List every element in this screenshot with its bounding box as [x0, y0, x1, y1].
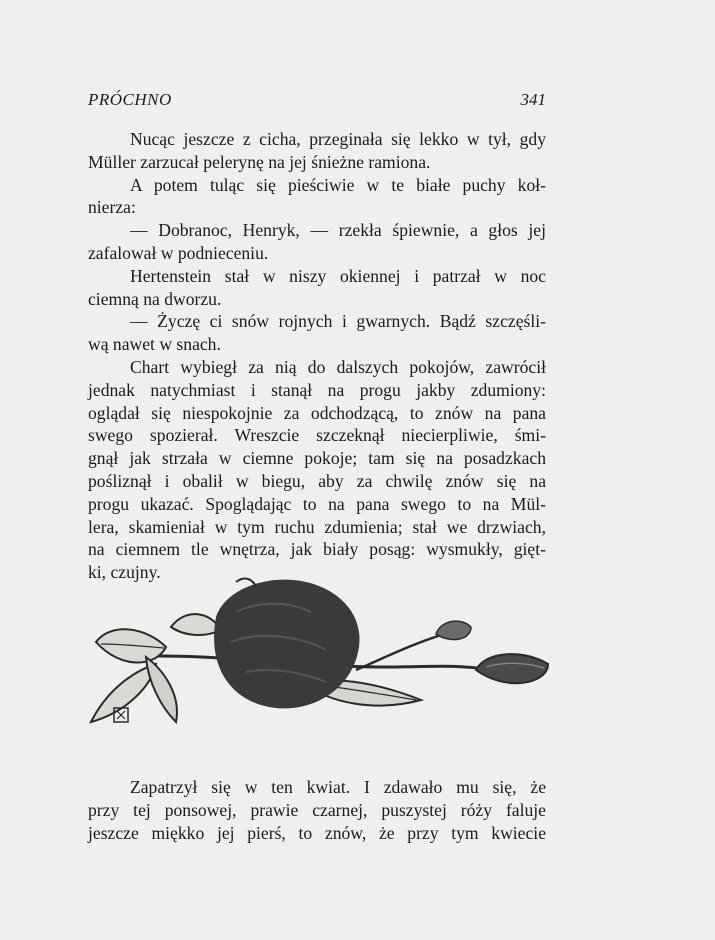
text-line: gnął jak strzała w ciemne pokoje; tam się na posadzkach [88, 448, 546, 469]
text-line: swego spozierał. Wreszcie szczeknął niecierpliwie, śmi- [88, 425, 546, 446]
rose-illustration [86, 572, 556, 740]
text-line: Müller zarzucał pelerynę na jej śnieżne ramiona. [88, 151, 431, 172]
text-line: pośliznął i obalił w biegu, aby za chwilę znów się na [88, 470, 546, 491]
text-line: jednak natychmiast i stanął na progu jakby zdumiony: [88, 379, 546, 400]
text-line: ciemną na dworzu. [88, 288, 222, 309]
text-line: jeszcze miękko jej pierś, to znów, że przy tym kwiecie [88, 822, 546, 843]
body-text [88, 128, 546, 584]
text-line: Chart wybiegł za nią do dalszych pokojów, zawrócił [130, 356, 546, 377]
continuation-text [88, 776, 546, 844]
text-line: zafalował w podnieceniu. [88, 242, 269, 263]
text-line: progu ukazać. Spoglądając to na pana swego to na Mül- [88, 493, 546, 514]
text-line: oglądał się niespokojnie za odchodzącą, to znów na pana [88, 402, 546, 423]
text-line: przy tej ponsowej, prawie czarnej, puszystej róży faluje [88, 799, 546, 820]
text-line: A potem tuląc się pieściwie w te białe puchy koł- [130, 174, 546, 195]
text-line: ki, czujny. [88, 562, 161, 583]
text-line: wą nawet w snach. [88, 334, 221, 355]
running-title: PRÓCHNO [88, 90, 172, 109]
text-line: Hertenstein stał w niszy okiennej i patrzał w noc [130, 265, 546, 286]
text-line: na ciemnem tle wnętrza, jak biały posąg: wysmukły, gięt- [88, 539, 546, 560]
text-line: — Życzę ci snów rojnych i gwarnych. Bądź szczęśli- [130, 311, 546, 332]
text-line: nierza: [88, 197, 136, 218]
text-line: lera, skamieniał w tym ruchu zdumienia; stał we drzwiach, [88, 516, 546, 537]
text-line: Nucąc jeszcze z cicha, przeginała się lekko w tył, gdy [130, 129, 546, 149]
text-line: — Dobranoc, Henryk, — rzekła śpiewnie, a głos jej [130, 220, 546, 241]
page-header [88, 90, 546, 112]
text-line: Zapatrzył się w ten kwiat. I zdawało mu się, że [130, 777, 546, 797]
page-number: 341 [520, 90, 546, 109]
